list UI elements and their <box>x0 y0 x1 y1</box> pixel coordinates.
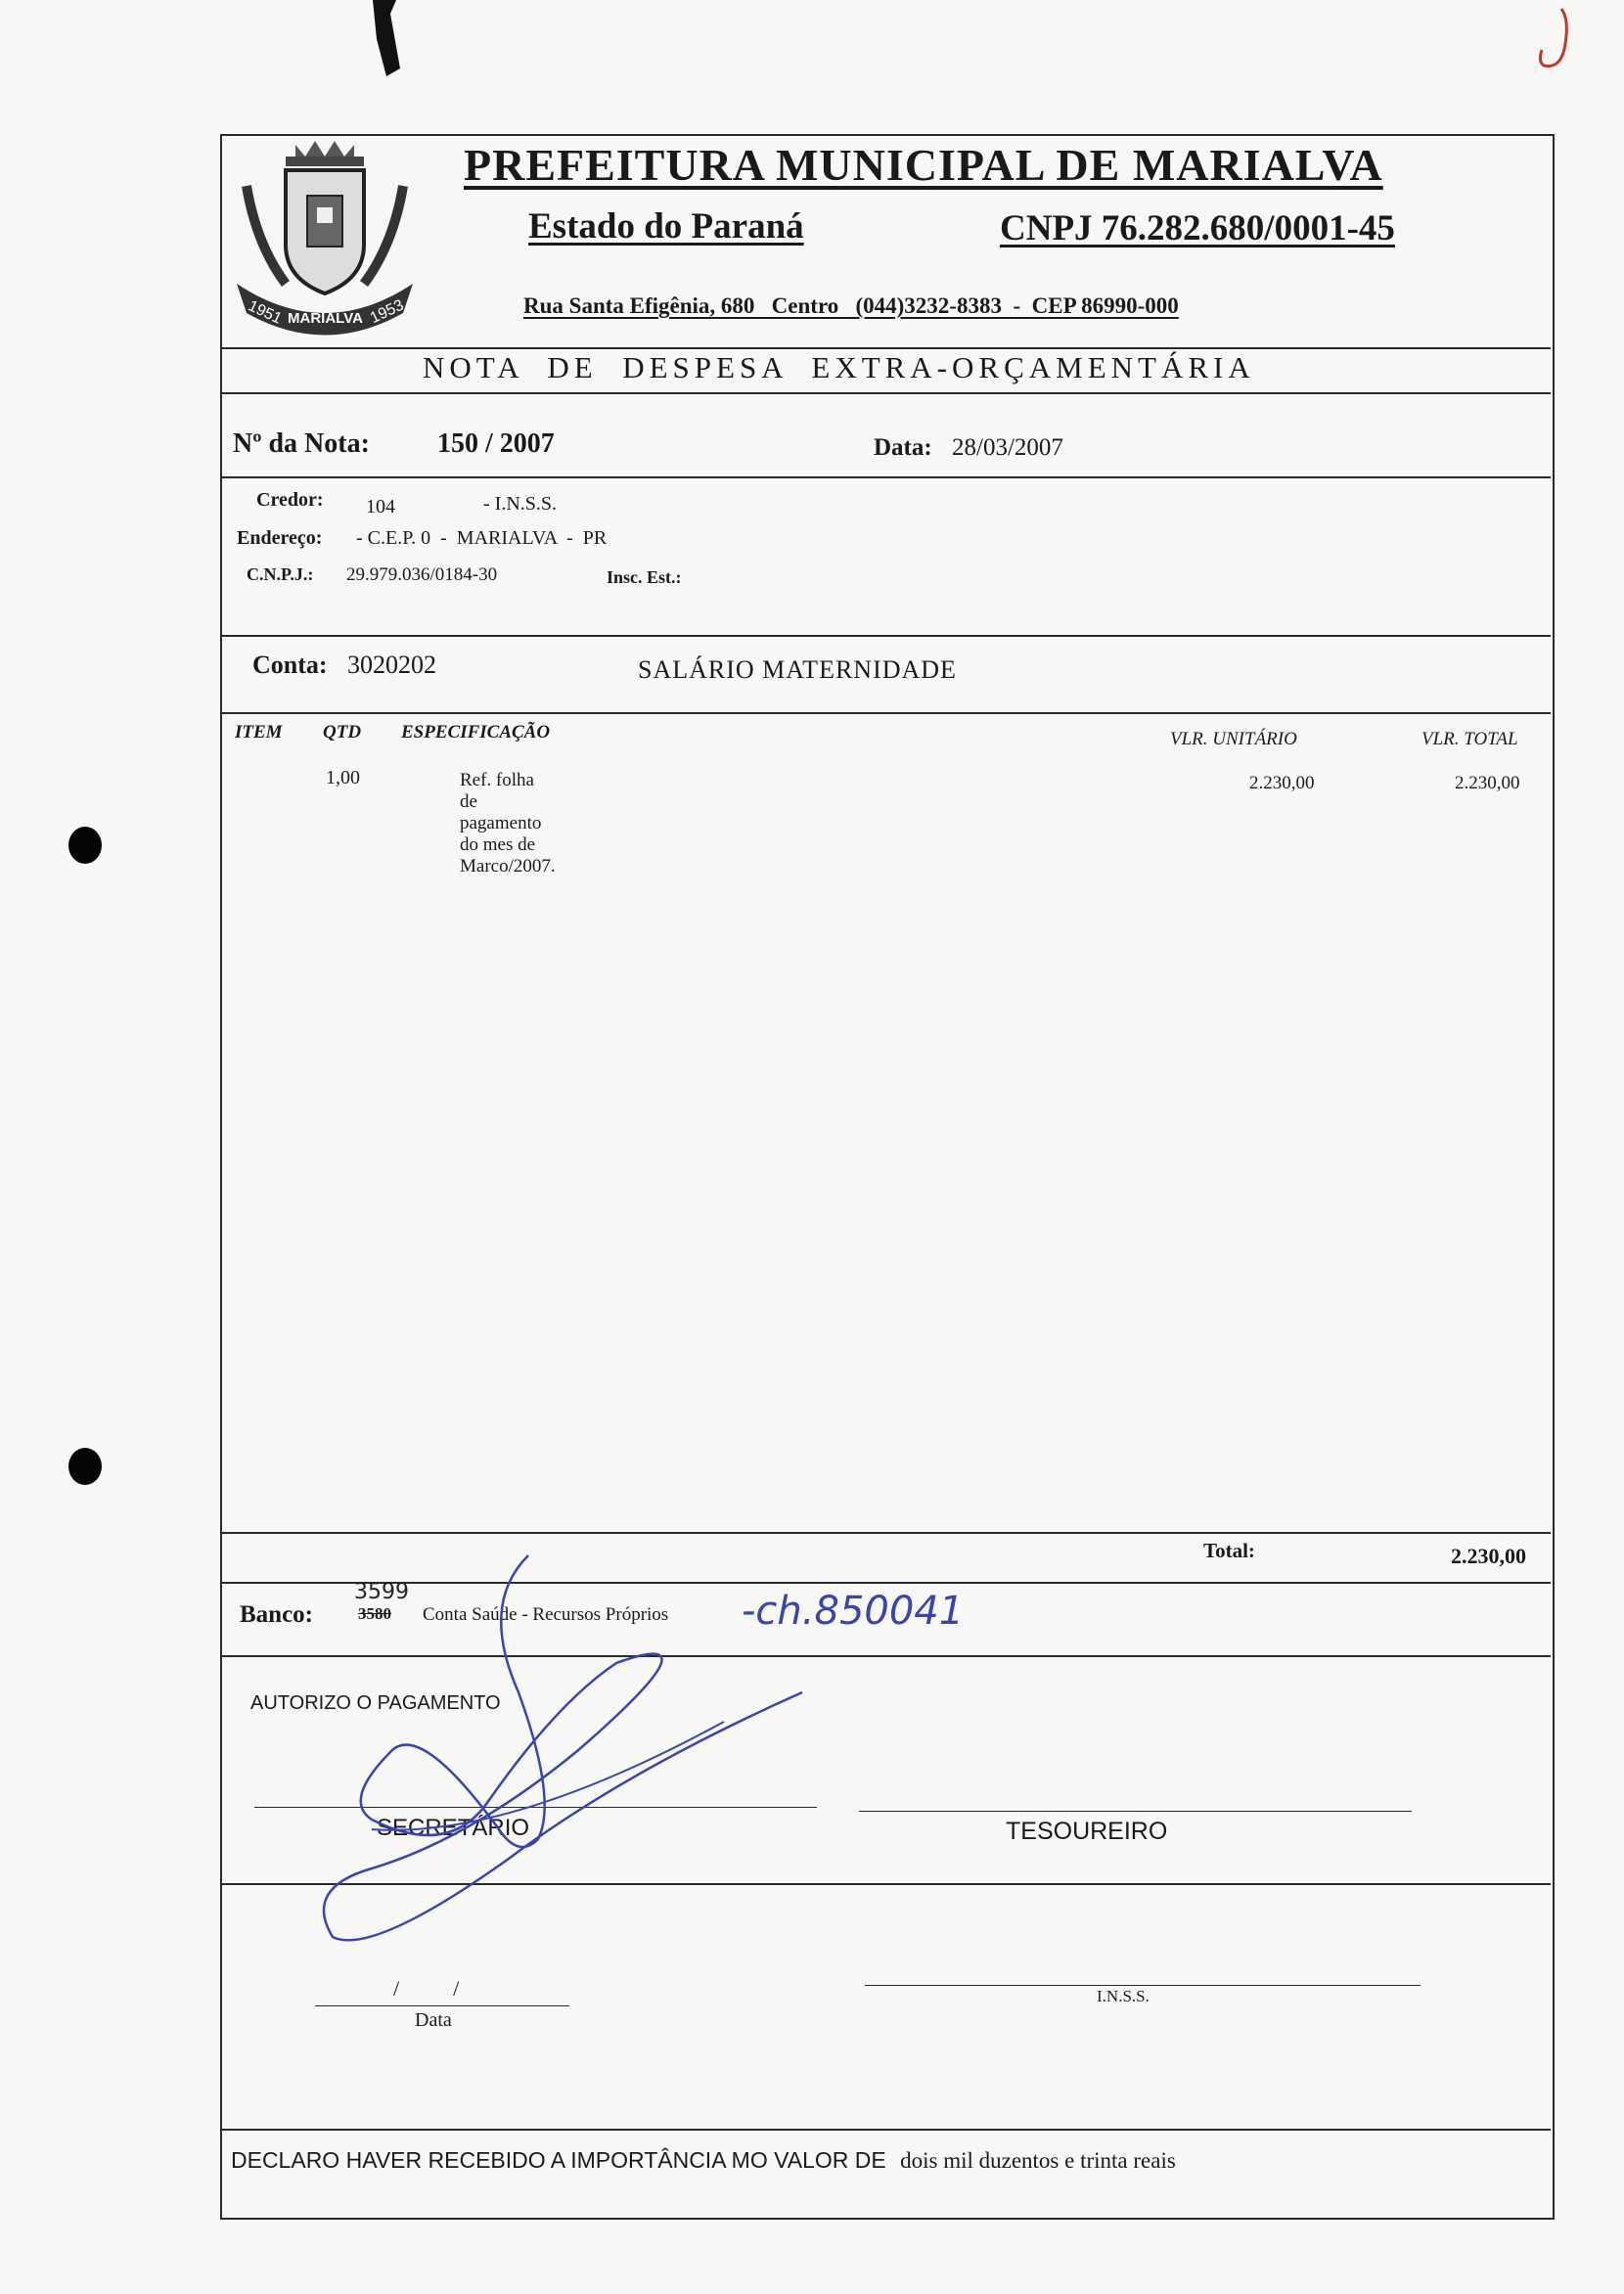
tesoureiro-label: TESOUREIRO <box>1006 1818 1168 1845</box>
row-qtd: 1,00 <box>326 767 360 788</box>
divider <box>220 392 1551 394</box>
receipt-date-slashes: / / <box>393 1976 460 2001</box>
col-header-espec: ESPECIFICAÇÃO <box>401 722 551 742</box>
col-header-item: ITEM <box>235 722 283 742</box>
insc-est-label: Insc. Est.: <box>607 567 682 587</box>
row-unit: 2.230,00 <box>1249 773 1315 793</box>
punch-hole-bottom <box>68 1448 102 1485</box>
handwritten-check-number: -ch.850041 <box>742 1589 965 1634</box>
seal-city-name: MARIALVA <box>288 310 363 327</box>
conta-code: 3020202 <box>347 651 436 679</box>
conta-name: SALÁRIO MATERNIDADE <box>638 655 957 684</box>
inss-signature-label: I.N.S.S. <box>1097 1987 1150 2005</box>
staple-mark <box>367 0 404 78</box>
row-espec: Ref. folha de pagamento do mes de Marco/2007. <box>460 770 556 877</box>
receipt-date-line <box>315 2005 569 2006</box>
secretario-label: SECRETÁRIO <box>377 1815 530 1841</box>
col-header-unit: VLR. UNITÁRIO <box>1170 729 1297 749</box>
divider <box>220 635 1551 637</box>
page-title: PREFEITURA MUNICIPAL DE MARIALVA <box>464 140 1383 190</box>
col-header-total: VLR. TOTAL <box>1421 729 1518 749</box>
banco-label: Banco: <box>240 1601 313 1628</box>
divider <box>220 712 1551 714</box>
divider <box>220 2129 1551 2131</box>
divider <box>220 347 1551 349</box>
nota-number: 150 / 2007 <box>437 428 555 459</box>
check-mark <box>1536 5 1585 73</box>
credor-cnpj-value: 29.979.036/0184-30 <box>346 564 498 585</box>
total-label: Total: <box>1203 1539 1255 1562</box>
endereco-label: Endereço: <box>237 527 323 549</box>
row-total: 2.230,00 <box>1455 773 1520 793</box>
signature-scribble <box>313 1546 841 1957</box>
declaration-statement: DECLARO HAVER RECEBIDO A IMPORTÂNCIA MO VALOR DE <box>231 2147 886 2173</box>
nota-label: Nº da Nota: <box>233 428 370 459</box>
prefeitura-cnpj: CNPJ 76.282.680/0001-45 <box>1000 208 1395 248</box>
banco-account: Conta Saúde - Recursos Próprios <box>423 1604 669 1625</box>
credor-name: - I.N.S.S. <box>483 493 558 515</box>
document-type-title: NOTA DE DESPESA EXTRA-ORÇAMENTÁRIA <box>423 350 1255 384</box>
divider <box>220 1532 1551 1534</box>
prefeitura-address: Rua Santa Efigênia, 680 Centro (044)3232-8383 - CEP 86990-000 <box>523 293 1179 318</box>
banco-code-struck: 3580 <box>358 1604 391 1623</box>
date-label: Data: <box>874 434 932 461</box>
state-name: Estado do Paraná <box>528 206 804 247</box>
conta-label: Conta: <box>252 651 328 679</box>
endereco-value: - C.E.P. 0 - MARIALVA - PR <box>356 527 608 549</box>
declaration-text <box>231 2147 1176 2174</box>
authorize-payment-label: AUTORIZO O PAGAMENTO <box>250 1692 501 1714</box>
punch-hole-top <box>68 827 102 864</box>
signature-line-tesoureiro <box>859 1811 1412 1812</box>
nota-date: 28/03/2007 <box>952 434 1063 461</box>
signature-line-inss <box>865 1985 1421 1986</box>
banco-code-handwritten: 3599 <box>354 1580 409 1604</box>
credor-code: 104 <box>366 496 395 517</box>
total-value: 2.230,00 <box>1451 1544 1526 1568</box>
receipt-date-label: Data <box>415 2009 452 2031</box>
seal-year-left: 1951 <box>245 297 285 328</box>
credor-cnpj-label: C.N.P.J.: <box>247 564 314 584</box>
amount-in-words: dois mil duzentos e trinta reais <box>900 2148 1176 2173</box>
col-header-qtd: QTD <box>323 722 362 742</box>
credor-label: Credor: <box>256 489 324 511</box>
divider <box>220 476 1551 478</box>
seal-year-right: 1953 <box>367 296 407 328</box>
municipal-seal <box>227 127 423 342</box>
